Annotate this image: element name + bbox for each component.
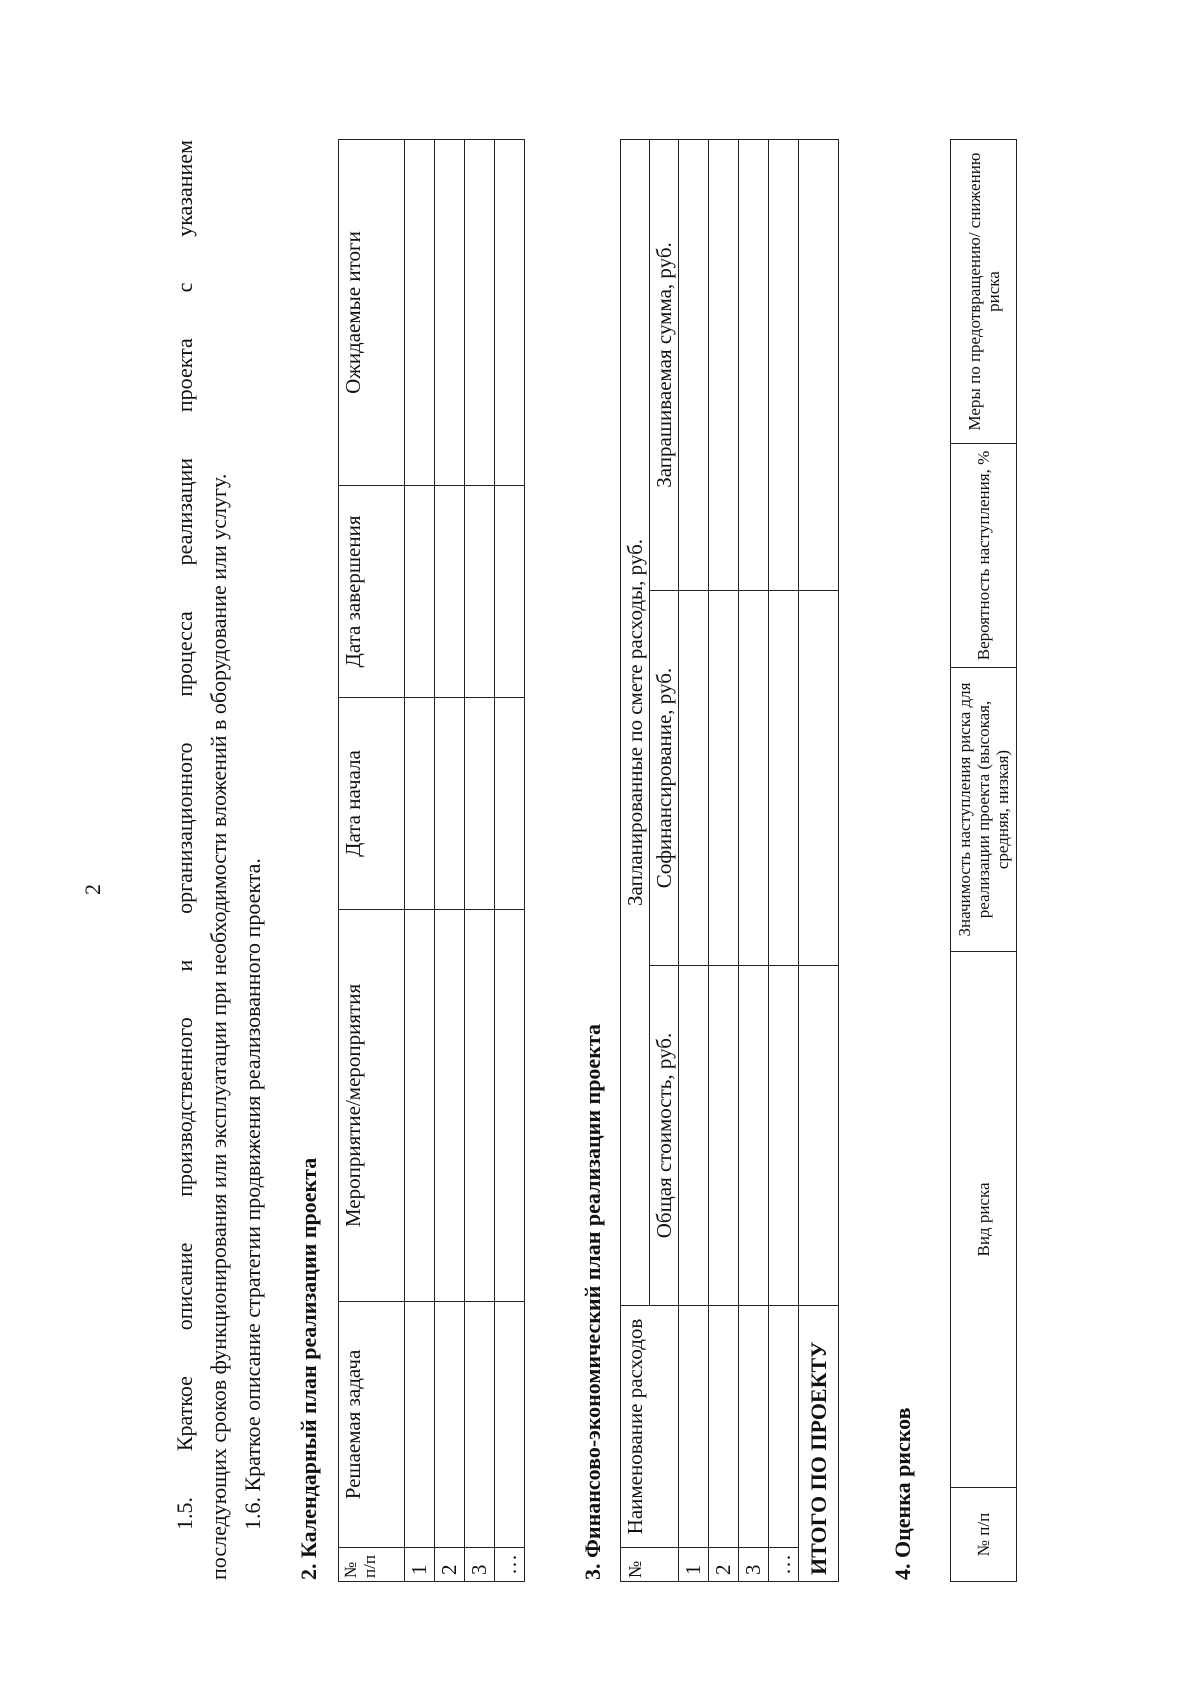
empty-cell [679, 1306, 709, 1548]
empty-cell [679, 966, 709, 1306]
empty-cell [495, 1302, 525, 1548]
row-number: 2 [709, 1548, 739, 1582]
empty-cell [405, 140, 435, 486]
empty-cell [405, 1302, 435, 1548]
table-row [435, 140, 465, 1582]
empty-cell [679, 591, 709, 966]
empty-cell [465, 140, 495, 486]
empty-cell [405, 486, 435, 698]
table-row [495, 140, 525, 1582]
row-number: 1 [679, 1548, 709, 1582]
table-row [769, 139, 799, 1581]
section-2-title: 2. Календарный план реализации проекта [296, 1157, 321, 1580]
empty-cell [739, 966, 769, 1306]
section-3-title: 3. Финансово-экономический план реализации проекта [580, 1024, 605, 1580]
empty-cell [405, 910, 435, 1302]
empty-cell [435, 486, 465, 698]
table-header-row [621, 139, 650, 1581]
empty-cell [435, 698, 465, 910]
total-label: ИТОГО ПО ПРОЕКТУ [799, 1306, 839, 1582]
header-cell: № [621, 1548, 679, 1582]
empty-cell [739, 1306, 769, 1548]
header-cell: Вероятность наступления, % [951, 444, 1017, 668]
total-row [799, 139, 839, 1581]
row-number: 2 [435, 1548, 465, 1582]
header-cell: Дата завершения [339, 486, 405, 698]
table-row [709, 139, 739, 1581]
financial-plan-table [620, 139, 839, 1582]
table-row [405, 140, 435, 1582]
empty-cell [769, 591, 799, 966]
page-number: 2 [80, 884, 105, 895]
empty-cell [435, 910, 465, 1302]
header-cell: Наименование расходов [621, 1306, 679, 1548]
header-cell: № п/п [951, 1488, 1017, 1582]
empty-cell [709, 966, 739, 1306]
table-header-row [951, 140, 1017, 1582]
empty-cell [769, 139, 799, 590]
paragraph-1-5-line-2: последующих сроков функционирования или эксплуатации при необходимости вложений в оборудование или услугу. [206, 473, 231, 1580]
empty-cell [739, 591, 769, 966]
empty-cell [799, 139, 839, 590]
header-cell: № п/п [339, 1548, 405, 1582]
section-4-title: 4. Оценка рисков [890, 1407, 915, 1580]
empty-cell [435, 140, 465, 486]
header-cell: Дата начала [339, 698, 405, 910]
table-row [679, 139, 709, 1581]
header-cell: Мероприятие/мероприятия [339, 910, 405, 1302]
empty-cell [465, 1302, 495, 1548]
empty-cell [495, 698, 525, 910]
header-cell: Запланированные по смете расходы, руб. [621, 139, 650, 1305]
header-cell: Вид риска [951, 952, 1017, 1488]
row-number: 1 [405, 1548, 435, 1582]
empty-cell [769, 966, 799, 1306]
header-cell: Значимость наступления риска для реализации проекта (высокая, средняя, низкая) [951, 668, 1017, 952]
header-cell: Общая стоимость, руб. [650, 966, 679, 1306]
empty-cell [495, 486, 525, 698]
empty-cell [495, 140, 525, 486]
empty-cell [709, 1306, 739, 1548]
row-number: … [769, 1548, 799, 1582]
row-number: 3 [739, 1548, 769, 1582]
empty-cell [465, 698, 495, 910]
table-header-row [339, 140, 405, 1582]
empty-cell [679, 139, 709, 590]
empty-cell [405, 698, 435, 910]
empty-cell [709, 139, 739, 590]
empty-cell [465, 910, 495, 1302]
header-cell: Решаемая задача [339, 1302, 405, 1548]
row-number: 3 [465, 1548, 495, 1582]
paragraph-1-5-line-1: 1.5. Краткое описание производственного и организационного процесса реализации проекта с указанием [172, 140, 197, 1530]
header-cell: Ожидаемые итоги [339, 140, 405, 486]
empty-cell [799, 966, 839, 1306]
empty-cell [435, 1302, 465, 1548]
row-number: … [495, 1548, 525, 1582]
header-cell: Софинансирование, руб. [650, 591, 679, 966]
header-cell: Запрашиваемая сумма, руб. [650, 139, 679, 590]
empty-cell [739, 139, 769, 590]
empty-cell [495, 910, 525, 1302]
paragraph-1-6: 1.6. Краткое описание стратегии продвижения реализованного проекта. [240, 858, 265, 1530]
calendar-plan-table [338, 139, 525, 1582]
table-row [739, 139, 769, 1581]
empty-cell [769, 1306, 799, 1548]
risk-assessment-table [950, 139, 1017, 1582]
empty-cell [465, 486, 495, 698]
empty-cell [709, 591, 739, 966]
table-row [465, 140, 495, 1582]
empty-cell [799, 591, 839, 966]
header-cell: Меры по предотвращению/ снижению риска [951, 140, 1017, 444]
